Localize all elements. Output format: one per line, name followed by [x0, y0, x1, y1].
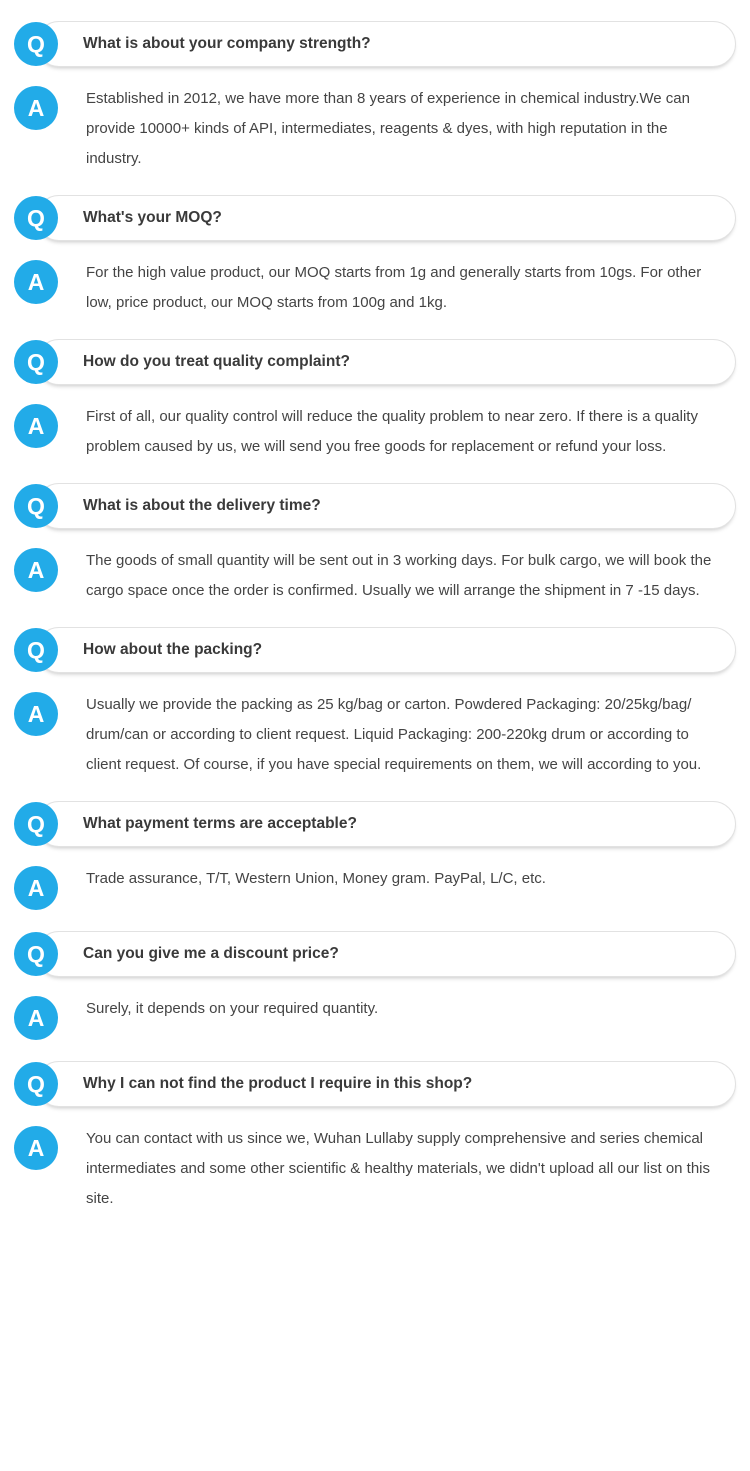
answer-text: First of all, our quality control will reduce the quality problem to near zero. If there is a quality problem caused by us, we will send you free goods for replacement or refund your loss.: [86, 408, 698, 455]
question-bubble[interactable]: [36, 195, 736, 241]
question-badge: Q: [14, 196, 58, 240]
question-bubble[interactable]: [36, 1061, 736, 1107]
faq-answer-row: [14, 690, 736, 780]
faq-item: [14, 798, 736, 910]
faq-item: [14, 928, 736, 1040]
faq-item: [14, 18, 736, 174]
answer-badge: A: [14, 996, 58, 1040]
question-badge: Q: [14, 1062, 58, 1106]
answer-text: Usually we provide the packing as 25 kg/bag or carton. Powdered Packaging: 20/25kg/bag/ drum/can or according to client request. Liquid Packaging: 200-220kg drum or according to client request. Of course, if you have special requirements on them, we will according to you.: [86, 696, 702, 773]
question-text: How do you treat quality complaint?: [83, 352, 350, 370]
question-text: What payment terms are acceptable?: [83, 814, 357, 832]
answer-text: Established in 2012, we have more than 8 years of experience in chemical industry.We can provide 10000+ kinds of API, intermediates, reagents & dyes, with high reputation in the industry.: [86, 90, 690, 167]
question-text: What is about your company strength?: [83, 34, 371, 52]
answer-badge: A: [14, 86, 58, 130]
faq-item: [14, 624, 736, 780]
faq-question-row[interactable]: [14, 336, 736, 388]
question-badge: Q: [14, 802, 58, 846]
faq-item: [14, 1058, 736, 1214]
question-bubble[interactable]: [36, 339, 736, 385]
answer-badge: A: [14, 404, 58, 448]
answer-text: Trade assurance, T/T, Western Union, Money gram. PayPal, L/C, etc.: [86, 870, 546, 887]
faq-question-row[interactable]: [14, 798, 736, 850]
answer-text: Surely, it depends on your required quantity.: [86, 1000, 379, 1017]
question-badge: Q: [14, 340, 58, 384]
question-bubble[interactable]: [36, 931, 736, 977]
answer-text: You can contact with us since we, Wuhan Lullaby supply comprehensive and series chemical intermediates and some other scientific & healthy materials, we didn't upload all our list on this site.: [86, 1130, 711, 1207]
faq-question-row[interactable]: [14, 928, 736, 980]
question-bubble[interactable]: [36, 483, 736, 529]
faq-item: [14, 192, 736, 318]
faq-answer-row: [14, 258, 736, 318]
question-text: Can you give me a discount price?: [83, 944, 339, 962]
faq-answer-row: [14, 994, 736, 1040]
faq-question-row[interactable]: [14, 624, 736, 676]
answer-text: The goods of small quantity will be sent out in 3 working days. For bulk cargo, we will book the cargo space once the order is confirmed. Usually we will arrange the shipment in 7 -15 days.: [86, 552, 712, 599]
question-badge: Q: [14, 628, 58, 672]
question-text: How about the packing?: [83, 640, 263, 658]
faq-question-row[interactable]: [14, 192, 736, 244]
faq-answer-row: [14, 1124, 736, 1214]
faq-question-row[interactable]: [14, 480, 736, 532]
faq-answer-row: [14, 546, 736, 606]
answer-badge: A: [14, 692, 58, 736]
answer-badge: A: [14, 260, 58, 304]
faq-question-row[interactable]: [14, 18, 736, 70]
question-badge: Q: [14, 932, 58, 976]
answer-badge: A: [14, 1126, 58, 1170]
faq-item: [14, 336, 736, 462]
question-text: What's your MOQ?: [83, 208, 222, 226]
question-bubble[interactable]: [36, 627, 736, 673]
faq-answer-row: [14, 84, 736, 174]
answer-badge: A: [14, 548, 58, 592]
faq-item: [14, 480, 736, 606]
question-badge: Q: [14, 484, 58, 528]
answer-badge: A: [14, 866, 58, 910]
question-badge: Q: [14, 22, 58, 66]
question-text: What is about the delivery time?: [83, 496, 321, 514]
question-bubble[interactable]: [36, 21, 736, 67]
question-text: Why I can not find the product I require in this shop?: [83, 1074, 473, 1092]
faq-answer-row: [14, 402, 736, 462]
faq-answer-row: [14, 864, 736, 910]
question-bubble[interactable]: [36, 801, 736, 847]
faq-question-row[interactable]: [14, 1058, 736, 1110]
answer-text: For the high value product, our MOQ starts from 1g and generally starts from 10gs. For other low, price product, our MOQ starts from 100g and 1kg.: [86, 264, 702, 311]
